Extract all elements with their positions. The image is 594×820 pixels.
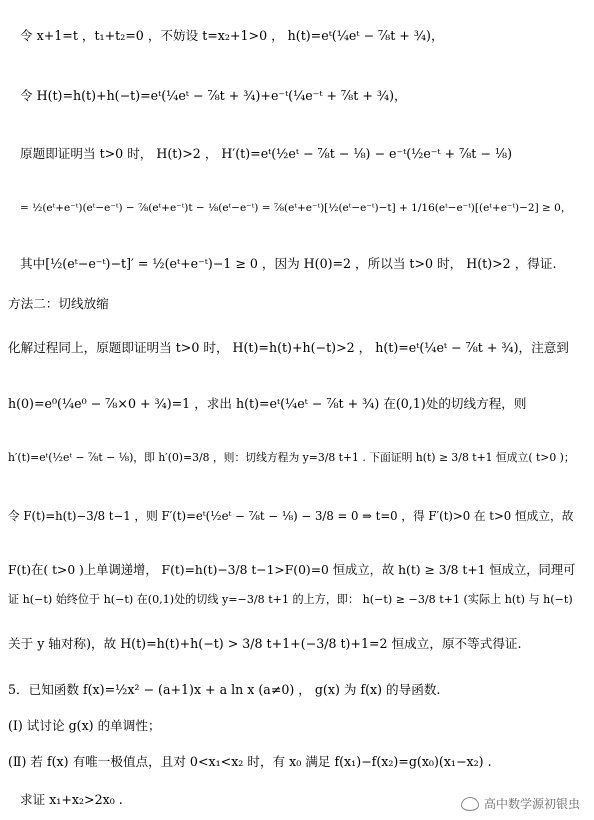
text-line-15: (Ⅰ) 试讨论 g(x) 的单调性； — [8, 718, 161, 733]
chat-bubble-icon — [461, 797, 479, 811]
text-line-10: 令 F(t)=h(t)−3/8 t−1 ，则 F′(t)=eᵗ(½eᵗ − ⅞t − ⅛) − 3/8 = 0 ⇒ t=0 ，得 F′(t)>0 在 t>0 恒成立，故 — [8, 509, 574, 523]
watermark — [461, 795, 580, 812]
text-line-16: (Ⅱ) 若 f(x) 有唯一极值点，且对 0<x₁<x₂ 时，有 x₀ 满足 f(x₁)−f(x₂)=g(x₀)(x₁−x₂) . — [8, 754, 492, 769]
text-line-2: 令 H(t)=h(t)+h(−t)=eᵗ(¼eᵗ − ⅞t + ¾)+e⁻ᵗ(¼e⁻ᵗ + ⅞t + ¾)， — [20, 88, 407, 103]
text-line-4: = ½(eᵗ+e⁻ᵗ)(eᵗ−e⁻ᵗ) − ⅞(eᵗ+e⁻ᵗ)t − ⅛(eᵗ−e⁻ᵗ) = ⅞(eᵗ+e⁻ᵗ)[½(eᵗ−e⁻ᵗ)−t] + 1/16(eᵗ−e⁻ᵗ)[(eᵗ+e⁻ᵗ)−2] ≥ 0， — [20, 202, 572, 214]
text-line-5: 其中[½(eᵗ−e⁻ᵗ)−t]′ = ½(eᵗ+e⁻ᵗ)−1 ≥ 0 ，因为 H(0)=2 ，所以当 t>0 时， H(t)>2 ，得证. — [20, 256, 557, 271]
text-line-3: 原题即证明当 t>0 时， H(t)>2 ， H′(t)=eᵗ(½eᵗ − ⅞t − ⅛) − e⁻ᵗ(½e⁻ᵗ + ⅞t − ⅛) — [20, 146, 513, 161]
text-line-6: 方法二：切线放缩 — [8, 296, 109, 311]
text-line-9: h′(t)=eᵗ(½eᵗ − ⅞t − ⅛)，即 h′(0)=3/8 ，则：切线方程为 y=3/8 t+1 . 下面证明 h(t) ≥ 3/8 t+1 恒成立( t>0 )； — [8, 451, 575, 464]
text-line-13: 关于 y 轴对称)，故 H(t)=h(t)+h(−t) > 3/8 t+1+(−3/8 t)+1=2 恒成立，原不等式得证. — [8, 636, 522, 651]
text-line-11: F(t)在( t>0 )上单调递增， F(t)=h(t)−3/8 t−1>F(0)=0 恒成立，故 h(t) ≥ 3/8 t+1 恒成立，同理可 — [8, 563, 576, 577]
text-line-17: 求证 x₁+x₂>2x₀ . — [20, 792, 123, 807]
text-line-7: 化解过程同上，原题即证明当 t>0 时， H(t)=h(t)+h(−t)>2 ， h(t)=eᵗ(¼eᵗ − ⅞t + ¾)，注意到 — [8, 340, 569, 355]
text-line-8: h(0)=e⁰(¼e⁰ − ⅞×0 + ¾)=1 ，求出 h(t)=eᵗ(¼eᵗ − ⅞t + ¾) 在(0,1)处的切线方程，则 — [8, 396, 527, 411]
text-line-14: 5．已知函数 f(x)=½x² − (a+1)x + a ln x (a≠0) ， g(x) 为 f(x) 的导函数. — [8, 682, 441, 697]
text-line-1: 令 x+1=t ，t₁+t₂=0 ，不妨设 t=x₂+1>0 ， h(t)=eᵗ(¼eᵗ − ⅞t + ¾)， — [20, 28, 444, 43]
text-line-12: 证 h(−t) 始终位于 h(−t) 在(0,1)处的切线 y=−3/8 t+1 的上方，即： h(−t) ≥ −3/8 t+1 (实际上 h(t) 与 h(−t) — [8, 593, 573, 606]
watermark-text: 高中数学源初银虫 — [483, 797, 580, 811]
